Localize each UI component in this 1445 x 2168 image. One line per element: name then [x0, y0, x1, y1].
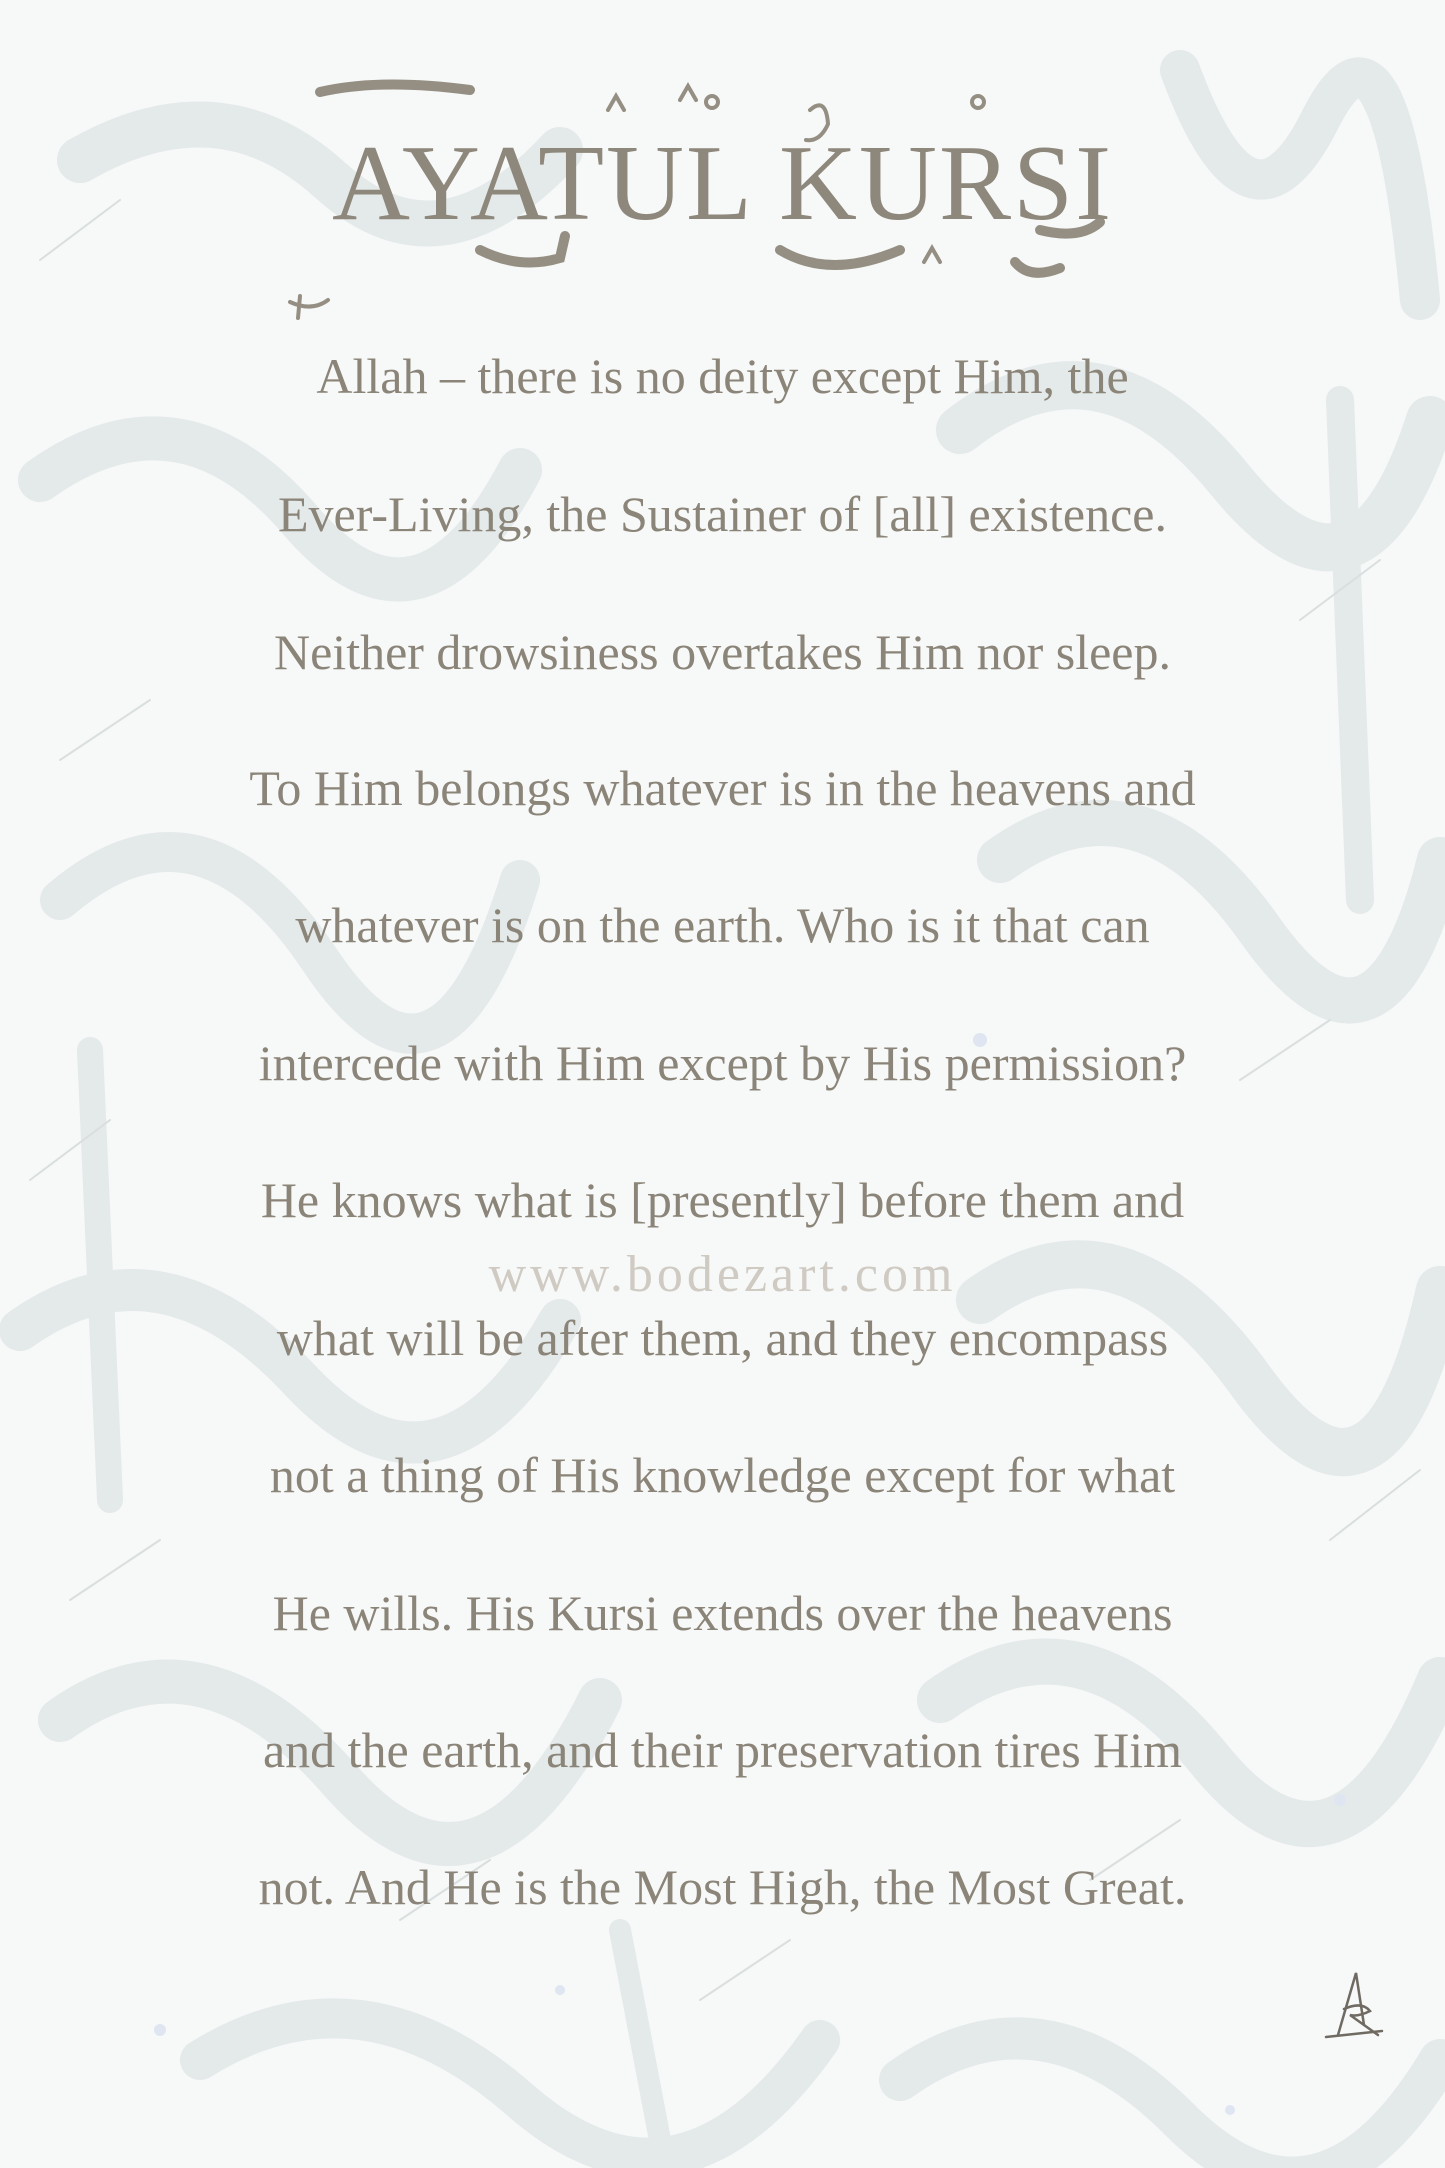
verse-line-12: not. And He is the Most High, the Most Great. [258, 1859, 1187, 1915]
verse-line-7: He knows what is [presently] before them and [260, 1172, 1185, 1228]
verse-line-4: To Him belongs whatever is in the heavens and [249, 760, 1196, 816]
watermark-text: www.bodezart.com [488, 1246, 957, 1303]
page-title: AYATUL KURSI [331, 124, 1114, 243]
title-block [0, 124, 1445, 243]
verse-line-11: and the earth, and their preservation tires Him [262, 1722, 1183, 1778]
verse-line-8: what will be after them, and they encompass [276, 1310, 1169, 1366]
verse-line-3: Neither drowsiness overtakes Him nor sleep. [274, 624, 1171, 680]
verse-line-6: intercede with Him except by His permission? [258, 1035, 1187, 1091]
verse-line-2: Ever-Living, the Sustainer of [all] existence. [278, 486, 1167, 542]
verse-line-9: not a thing of His knowledge except for what [269, 1447, 1176, 1503]
verse-line-1: Allah – there is no deity except Him, the [316, 348, 1129, 404]
verse-line-10: He wills. His Kursi extends over the heavens [272, 1585, 1173, 1641]
artist-signature-icon [1318, 1965, 1388, 2045]
verse-line-5: whatever is on the earth. Who is it that can [295, 897, 1150, 953]
